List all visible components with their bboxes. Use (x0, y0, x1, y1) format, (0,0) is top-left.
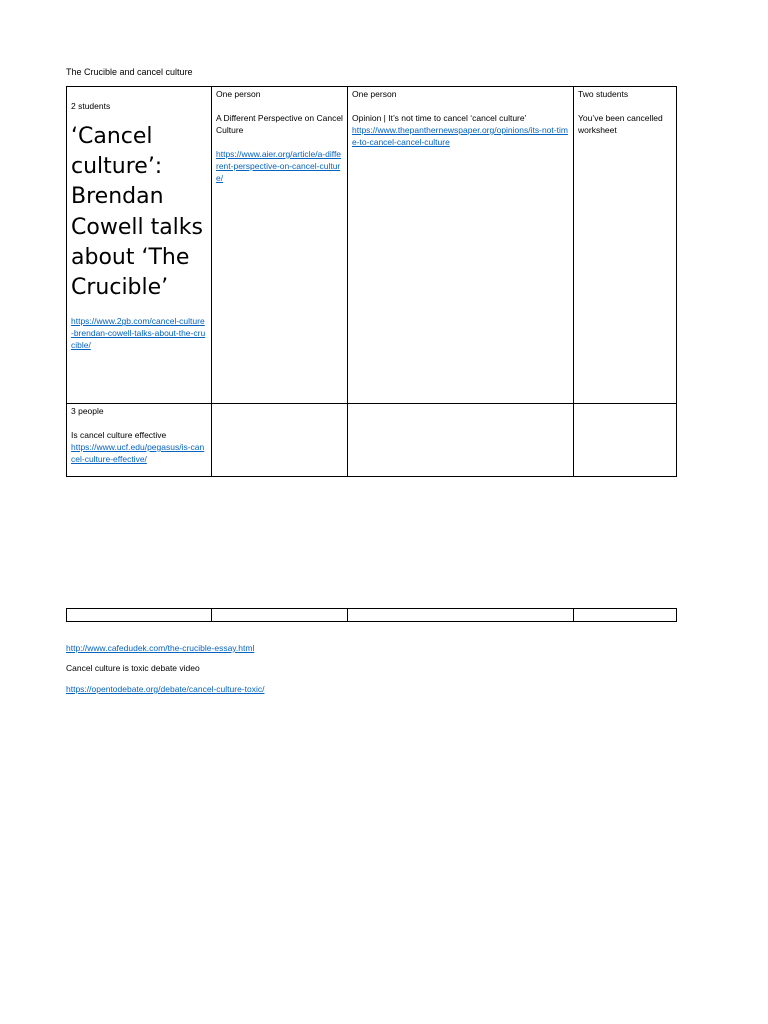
resource-title: You’ve been cancelled worksheet (578, 113, 663, 135)
table-cell-r1c4 (574, 87, 677, 404)
table-cell-r2c4 (574, 404, 677, 477)
table-cell-r1c3 (348, 87, 574, 404)
resource-title: Opinion | It’s not time to cancel ‘cancel culture’ (352, 113, 527, 123)
resource-link[interactable]: https://www.aier.org/article/a-different-perspective-on-cancel-culture/ (216, 149, 342, 183)
debate-link[interactable]: https://opentodebate.org/debate/cancel-culture-toxic/ (66, 684, 265, 694)
group-size-label: Two students (578, 89, 629, 99)
table-cell-empty (212, 609, 348, 622)
table-row (67, 87, 677, 404)
group-size-label: 3 people (71, 406, 104, 416)
table-row (67, 404, 677, 477)
resource-link[interactable]: https://www.ucf.edu/pegasus/is-cancel-culture-effective/ (71, 442, 205, 464)
resource-title: Is cancel culture effective (71, 430, 167, 440)
article-link[interactable]: https://www.2gb.com/cancel-culture-brendan-cowell-talks-about-the-crucible/ (71, 316, 206, 351)
group-size-label: One person (216, 89, 261, 99)
table-cell-r2c1 (67, 404, 212, 477)
essay-link[interactable]: http://www.cafedudek.com/the-crucible-essay.html (66, 643, 255, 653)
table-cell-r2c3 (348, 404, 574, 477)
table-cell-r2c2 (212, 404, 348, 477)
table-cell-r1c1 (67, 87, 212, 404)
empty-table (66, 608, 677, 622)
article-heading: ‘Cancel culture’: Brendan Cowell talks about ‘The Crucible’ (71, 124, 203, 301)
table-cell-empty (348, 609, 574, 622)
group-size-label: 2 students (71, 101, 111, 111)
table-row (67, 609, 677, 622)
table-cell-empty (574, 609, 677, 622)
resource-table (66, 86, 677, 477)
resource-title: A Different Perspective on Cancel Culture (216, 113, 343, 135)
resource-link[interactable]: https://www.thepanthernewspaper.org/opinions/its-not-time-to-cancel-cancel-culture (352, 125, 568, 147)
document-title: The Crucible and cancel culture (66, 67, 193, 77)
table-cell-empty (67, 609, 212, 622)
debate-video-label: Cancel culture is toxic debate video (66, 663, 200, 673)
group-size-label: One person (352, 89, 397, 99)
table-cell-r1c2 (212, 87, 348, 404)
